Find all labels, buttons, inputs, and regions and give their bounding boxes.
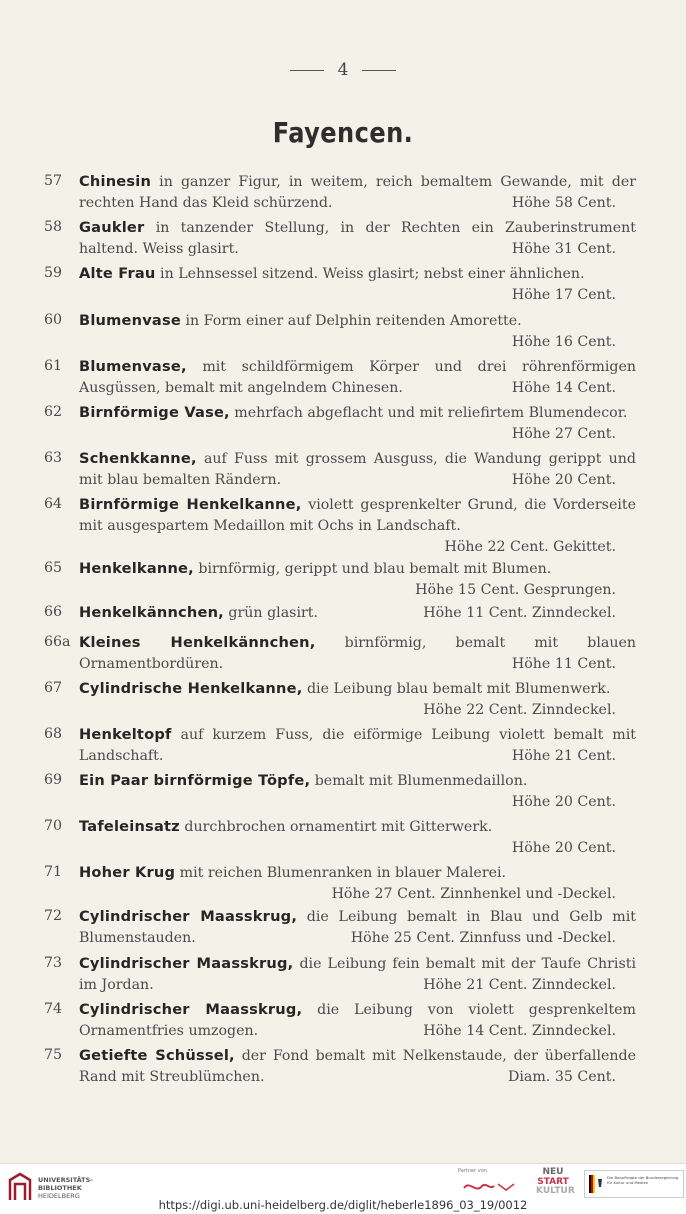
entry-measurements: Höhe 21 Cent. Zinndeckel. [423, 977, 616, 993]
entry-measurements: Höhe 15 Cent. Gesprungen. [415, 582, 616, 598]
entry-number: 58 [44, 219, 63, 235]
entry-measurements: Höhe 11 Cent. Zinndeckel. [423, 605, 616, 621]
entry-number: 63 [44, 450, 63, 466]
federal-government-logo: Die Beauftragte der Bundesregierung für Kultur und Medien [584, 1170, 684, 1198]
entry-measurements: Höhe 22 Cent. Zinndeckel. [423, 702, 616, 718]
entry-name: Gaukler [79, 219, 145, 236]
entry-description: die Leibung bemalt in Blau und Gelb mit Blumenstauden. [79, 909, 636, 946]
entry-measurements: Höhe 20 Cent. [511, 472, 616, 488]
entry-description: auf kurzem Fuss, die eiförmige Leibung violett bemalt mit Landschaft. [79, 727, 636, 764]
catalog-entry [44, 356, 636, 399]
entry-name: Getiefte Schüssel, [79, 1047, 235, 1064]
catalog-entry [44, 310, 636, 353]
entry-measurements: Höhe 27 Cent. Zinnhenkel und -Deckel. [331, 886, 616, 902]
catalog-entry [44, 402, 636, 445]
entry-name: Blumenvase [79, 312, 181, 329]
entry-name: Birnförmige Vase, [79, 404, 230, 421]
entry-number: 62 [44, 404, 63, 420]
entry-name: Henkelkännchen, [79, 604, 224, 621]
catalog-entry [44, 448, 636, 491]
entry-number: 59 [44, 265, 63, 281]
entry-measurements: Höhe 22 Cent. Gekittet. [444, 539, 616, 555]
entry-name: Tafeleinsatz [79, 818, 180, 835]
entry-number: 73 [44, 955, 63, 971]
entry-measurements: Höhe 20 Cent. [511, 840, 616, 856]
catalog-entry [44, 678, 636, 721]
entry-description: in Lehnsessel sitzend. Weiss glasirt; nebst einer ähnlichen. [155, 266, 585, 282]
catalog-entry [44, 494, 636, 558]
catalog-entry [44, 770, 636, 813]
entry-measurements: Höhe 14 Cent. [511, 380, 616, 396]
header-dash-right [362, 70, 396, 71]
entry-description: birnförmig, bemalt mit blauen Ornamentbordüren. [79, 635, 636, 672]
entry-measurements: Höhe 21 Cent. [511, 748, 616, 764]
entry-measurements: Diam. 35 Cent. [507, 1069, 616, 1085]
entry-name: Blumenvase, [79, 358, 187, 375]
entry-number: 66 [44, 604, 63, 620]
partner-logo-icon [460, 1176, 518, 1198]
entry-measurements: Höhe 11 Cent. [511, 656, 616, 672]
catalog-entry [44, 1045, 636, 1088]
entry-number: 57 [44, 173, 63, 189]
catalog-entry [44, 558, 636, 601]
entry-description: mehrfach abgeflacht und mit reliefirtem Blumendecor. [229, 405, 628, 421]
entry-measurements: Höhe 27 Cent. [511, 426, 616, 442]
entry-number: 69 [44, 772, 63, 788]
entry-description: birnförmig, gerippt und blau bemalt mit Blumen. [193, 561, 552, 577]
entry-name: Schenkkanne, [79, 450, 197, 467]
entry-measurements: Höhe 17 Cent. [511, 287, 616, 303]
entry-measurements: Höhe 14 Cent. Zinndeckel. [423, 1023, 616, 1039]
entry-number: 64 [44, 496, 63, 512]
entry-description: in tanzender Stellung, in der Rechten ein Zauberinstrument haltend. Weiss glasirt. [79, 220, 636, 257]
entry-name: Hoher Krug [79, 864, 176, 881]
entry-measurements: Höhe 25 Cent. Zinnfuss und -Deckel. [350, 930, 616, 946]
catalog-entry [44, 263, 636, 306]
permalink-url[interactable]: https://digi.ub.uni-heidelberg.de/diglit/heberle1896_03_19/0012 [158, 1198, 528, 1212]
entry-number: 65 [44, 560, 63, 576]
catalog-entry [44, 724, 636, 767]
eagle-icon [589, 1175, 603, 1193]
entry-name: Alte Frau [79, 265, 156, 282]
entry-description: der Fond bemalt mit Nelkenstaude, der überfallende Rand mit Streublümchen. [79, 1048, 636, 1085]
entry-measurements: Höhe 58 Cent. [511, 195, 616, 211]
catalog-entry [44, 217, 636, 260]
entry-name: Cylindrische Henkelkanne, [79, 680, 303, 697]
entry-description: bemalt mit Blumenmedaillon. [310, 773, 528, 789]
partner-label: Partner von [458, 1168, 487, 1174]
entry-name: Cylindrischer Maasskrug, [79, 908, 298, 925]
catalog-entry [44, 816, 636, 859]
entry-description: in ganzer Figur, in weitem, reich bemaltem Gewande, mit der rechten Hand das Kleid schürzend. [79, 174, 636, 211]
entry-name: Ein Paar birnförmige Töpfe, [79, 772, 311, 789]
entry-description: mit reichen Blumenranken in blauer Malerei. [175, 865, 507, 881]
entry-number: 74 [44, 1001, 63, 1017]
page-number: 4 [337, 60, 349, 80]
entry-name: Henkelkanne, [79, 560, 194, 577]
neustart-kultur-logo: NEU START KULTUR [536, 1167, 575, 1196]
entry-number: 75 [44, 1047, 63, 1063]
entry-number: 71 [44, 864, 63, 880]
entry-measurements: Höhe 20 Cent. [511, 794, 616, 810]
entry-description: die Leibung blau bemalt mit Blumenwerk. [302, 681, 611, 697]
entry-description: auf Fuss mit grossem Ausguss, die Wandung gerippt und mit blau bemalten Rändern. [79, 451, 636, 488]
entry-number: 66a [44, 634, 71, 650]
entry-name: Chinesin [79, 173, 152, 190]
entry-description: violett gesprenkelter Grund, die Vorderseite mit ausgespartem Medaillon mit Ochs in Landschaft. [79, 497, 636, 534]
entry-name: Cylindrischer Maasskrug, [79, 1001, 303, 1018]
entry-name: Henkeltopf [79, 726, 172, 743]
entry-description: die Leibung von violett gesprenkeltem Ornamentfries umzogen. [79, 1002, 636, 1039]
catalog-entry [44, 999, 636, 1042]
entry-name: Cylindrischer Maasskrug, [79, 955, 294, 972]
entry-number: 67 [44, 680, 63, 696]
entry-description: mit schildförmigem Körper und drei röhrenförmigen Ausgüssen, bemalt mit angelndem Chinesen. [79, 359, 636, 396]
entry-number: 70 [44, 818, 63, 834]
entry-description: in Form einer auf Delphin reitenden Amorette. [180, 313, 522, 329]
entry-number: 60 [44, 312, 63, 328]
entry-number: 61 [44, 358, 63, 374]
entry-number: 72 [44, 908, 63, 924]
library-name: UNIVERSITÄTS- BIBLIOTHEK HEIDELBERG [38, 1176, 93, 1200]
viewer-footer [0, 1163, 686, 1214]
entry-description: grün glasirt. [223, 605, 318, 621]
page-header [0, 60, 686, 80]
catalog-entry [44, 602, 636, 624]
entry-name: Birnförmige Henkelkanne, [79, 496, 302, 513]
catalog-entry [44, 906, 636, 949]
entry-measurements: Höhe 16 Cent. [511, 334, 616, 350]
entry-number: 68 [44, 726, 63, 742]
entry-name: Kleines Henkelkännchen, [79, 634, 316, 651]
catalog-entry [44, 171, 636, 214]
entry-description: durchbrochen ornamentirt mit Gitterwerk. [179, 819, 493, 835]
catalog-entry [44, 953, 636, 996]
header-dash-left [290, 70, 324, 71]
catalog-entry [44, 862, 636, 905]
catalog-entry [44, 632, 636, 675]
page-title: Fayencen. [272, 116, 414, 149]
entry-measurements: Höhe 31 Cent. [511, 241, 616, 257]
entry-description: die Leibung fein bemalt mit der Taufe Christi im Jordan. [79, 956, 636, 993]
